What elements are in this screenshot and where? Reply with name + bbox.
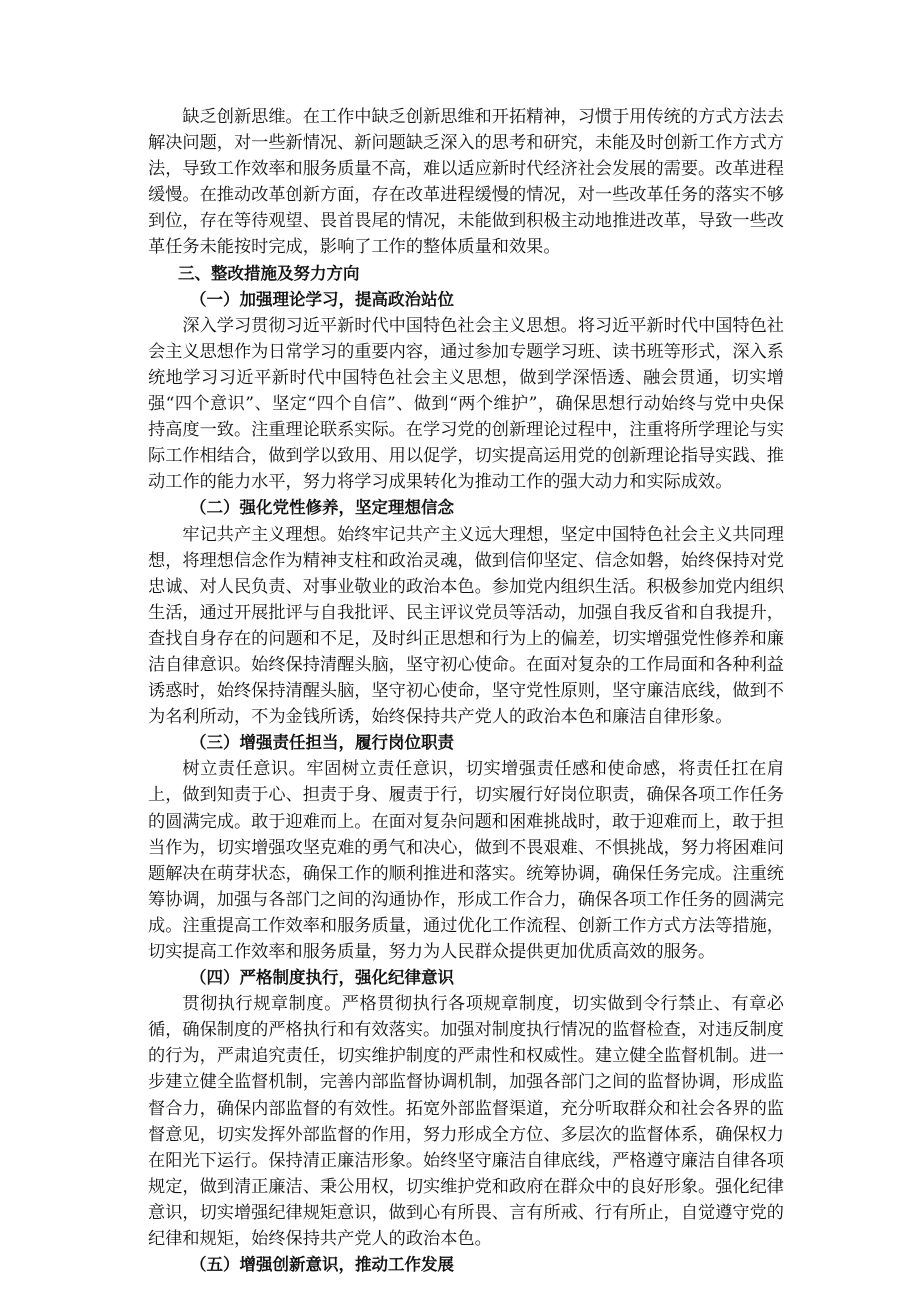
document-page <box>148 104 784 1278</box>
paragraph-lack-of-innovation: 缺乏创新思维。在工作中缺乏创新思维和开拓精神，习惯于用传统的方式方法去解决问题，对一些新情况、新问题缺乏深入的思考和研究，未能及时创新工作方式方法，导致工作效率和服务质量不高，难以适应新时代经济社会发展的需要。改革进程缓慢。在推动改革创新方面，存在改革进程缓慢的情况，对一些改革任务的落实不够到位，存在等待观望、畏首畏尾的情况，未能做到积极主动地推进改革，导致一些改革任务未能按时完成，影响了工作的整体质量和效果。 <box>148 107 784 258</box>
subheading-discipline: （四）严格制度执行，强化纪律意识 <box>190 968 454 988</box>
section-heading-rectification: 三、整改措施及努力方向 <box>178 263 360 283</box>
subheading-innovation: （五）增强创新意识，推动工作发展 <box>190 1255 454 1275</box>
paragraph-theory-study: 深入学习贯彻习近平新时代中国特色社会主义思想。将习近平新时代中国特色社会主义思想作为日常学习的重要内容，通过参加专题学习班、读书班等形式，深入系统地学习习近平新时代中国特色社会主义思想，做到学深悟透、融会贯通，切实增强“四个意识”、坚定“四个自信”、做到“两个维护”，确保思想行动始终与党中央保持高度一致。注重理论联系实际。在学习党的创新理论过程中，注重将所学理论与实际工作相结合，做到学以致用、用以促学，切实提高运用党的创新理论指导实践、推动工作的能力水平，努力将学习成果转化为推动工作的强大动力和实际成效。 <box>148 315 784 493</box>
subheading-responsibility: （三）增强责任担当，履行岗位职责 <box>190 733 454 753</box>
subheading-theory-study: （一）加强理论学习，提高政治站位 <box>190 289 454 309</box>
paragraph-discipline: 贯彻执行规章制度。严格贯彻执行各项规章制度，切实做到令行禁止、有章必循，确保制度的严格执行和有效落实。加强对制度执行情况的监督检查，对违反制度的行为，严肃追究责任，切实维护制度的严肃性和权威性。建立健全监督机制。进一步建立健全监督机制，完善内部监督协调机制，加强各部门之间的监督协调，形成监督合力，确保内部监督的有效性。拓宽外部监督渠道，充分听取群众和社会各界的监督意见，切实发挥外部监督的作用，努力形成全方位、多层次的监督体系，确保权力在阳光下运行。保持清正廉洁形象。始终坚守廉洁自律底线，严格遵守廉洁自律各项规定，做到清正廉洁、秉公用权，切实维护党和政府在群众中的良好形象。强化纪律意识，切实增强纪律规矩意识，做到心有所畏、言有所戒、行有所止，自觉遵守党的纪律和规矩，始终保持共产党人的政治本色。 <box>148 994 784 1250</box>
paragraph-responsibility: 树立责任意识。牢固树立责任意识，切实增强责任感和使命感，将责任扛在肩上，做到知责于心、担责于身、履责于行，切实履行好岗位职责，确保各项工作任务的圆满完成。敢于迎难而上。在面对复杂问题和困难挑战时，敢于迎难而上，敢于担当作为，切实增强攻坚克难的勇气和决心，做到不畏艰难、不惧挑战，努力将困难问题解决在萌芽状态，确保工作的顺利推进和落实。统筹协调，确保任务完成。注重统筹协调，加强与各部门之间的沟通协作，形成工作合力，确保各项工作任务的圆满完成。注重提高工作效率和服务质量，通过优化工作流程、创新工作方式方法等措施，切实提高工作效率和服务质量，努力为人民群众提供更加优质高效的服务。 <box>148 759 784 962</box>
paragraph-party-spirit: 牢记共产主义理想。始终牢记共产主义远大理想，坚定中国特色社会主义共同理想，将理想信念作为精神支柱和政治灵魂，做到信仰坚定、信念如磐，始终保持对党忠诚、对人民负责、对事业敬业的政治本色。参加党内组织生活。积极参加党内组织生活，通过开展批评与自我批评、民主评议党员等活动，加强自我反省和自我提升，查找自身存在的问题和不足，及时纠正思想和行为上的偏差，切实增强党性修养和廉洁自律意识。始终保持清醒头脑，坚守初心使命。在面对复杂的工作局面和各种利益诱惑时，始终保持清醒头脑，坚守初心使命，坚守党性原则，坚守廉洁底线，做到不为名利所动，不为金钱所诱，始终保持共产党人的政治本色和廉洁自律形象。 <box>148 524 784 728</box>
subheading-party-spirit: （二）强化党性修养，坚定理想信念 <box>190 498 454 518</box>
